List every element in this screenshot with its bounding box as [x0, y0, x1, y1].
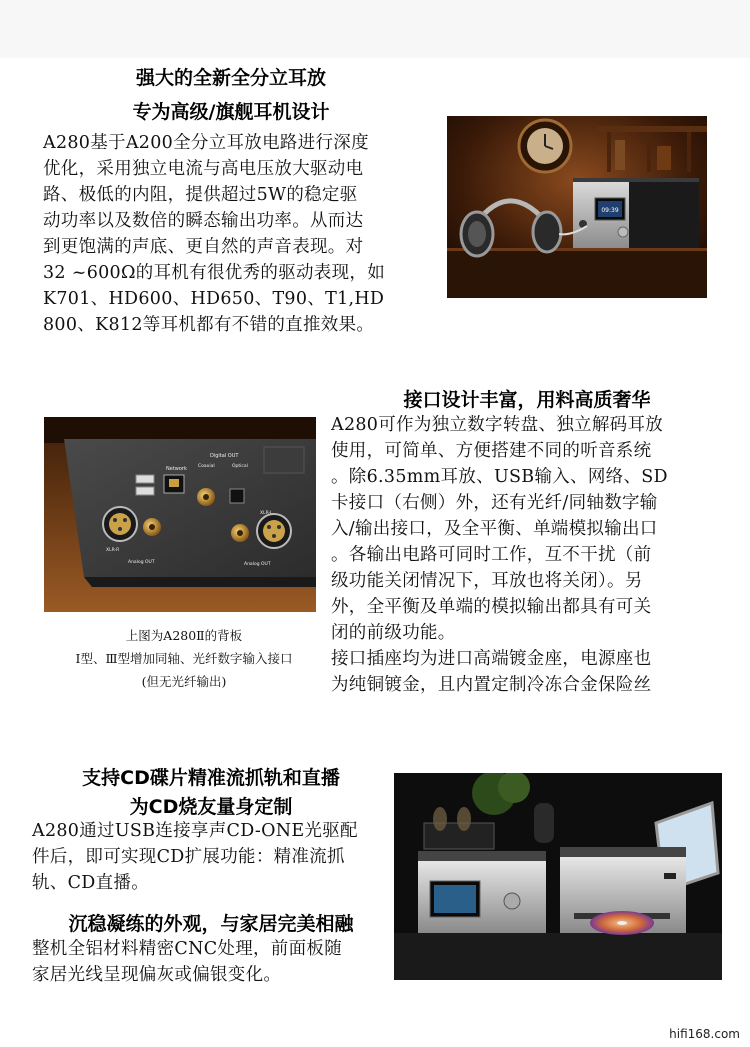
rear-panel-caption — [44, 624, 324, 693]
text-line: 闭的前级功能。 — [331, 623, 456, 643]
text-line: 路、极低的内阻，提供超过5W的稳定驱 — [43, 185, 358, 205]
text-line: 动功率以及数倍的瞬态输出功率。从而达 — [43, 211, 364, 231]
xlr-r-label: XLR-R — [106, 548, 120, 553]
text-line: 卡接口（右侧）外，还有光纤/同轴数字输 — [331, 493, 658, 513]
text-line: 家居光线呈现偏灰或偏银变化。 — [32, 965, 282, 985]
top-band — [0, 0, 750, 58]
section2-title: 接口设计丰富，用料高质奢华 — [403, 389, 651, 411]
text-line: 入/输出接口，及全平衡、单端模拟输出口 — [331, 519, 658, 539]
product-photo-headphones — [447, 116, 707, 298]
text-line: A280可作为独立数字转盘、独立解码耳放 — [331, 415, 664, 435]
text-line: 到更饱满的声底、更自然的声音表现。对 — [43, 237, 364, 257]
text-line: 800、K812等耳机都有不错的直推效果。 — [43, 315, 375, 335]
product-photo-cd-system — [394, 773, 722, 980]
text-line: 件后，即可实现CD扩展功能：精准流抓 — [32, 847, 345, 867]
digital-out-label: Digital OUT — [210, 453, 239, 459]
section4-body — [32, 936, 392, 988]
coaxial-label: Coaxial — [198, 464, 215, 469]
text-line: K701、HD600、HD650、T90、T1,HD — [43, 289, 385, 309]
text-line: 使用，可简单、方便搭建不同的听音系统 — [331, 441, 652, 461]
text-line: 。各输出电路可同时工作，互不干扰（前 — [331, 545, 652, 565]
caption-line: (但无光纤输出) — [141, 674, 227, 689]
watermark: hifi168.com — [669, 1027, 740, 1041]
text-line: 优化，采用独立电流与高电压放大驱动电 — [43, 159, 364, 179]
text-line: 。除6.35mm耳放、USB输入、网络、SD — [331, 467, 668, 487]
section1-body — [43, 130, 438, 338]
text-line: 32 ~600Ω的耳机有很优秀的驱动表现，如 — [43, 263, 386, 283]
text-line: 为纯铜镀金，且内置定制冷冻合金保险丝 — [331, 675, 652, 695]
text-line: A280通过USB连接享声CD-ONE光驱配 — [32, 821, 358, 841]
amp-screen-time: 09:39 — [601, 207, 619, 214]
section1-title-line1: 强大的全新全分立耳放 — [135, 67, 326, 89]
text-line: 轨、CD直播。 — [32, 873, 150, 893]
optical-label: Optical — [232, 464, 248, 469]
section2-body — [331, 412, 746, 698]
xlr-l-label: XLR-L — [260, 511, 273, 516]
section3-body — [32, 818, 392, 896]
section4-title: 沉稳凝练的外观，与家居完美相融 — [68, 913, 354, 935]
section1-title-line2: 专为高级/旗舰耳机设计 — [132, 101, 330, 123]
section3-title-line2: 为CD烧友量身定制 — [129, 796, 293, 818]
caption-line: Ⅰ型、Ⅲ型增加同轴、光纤数字输入接口 — [75, 651, 293, 666]
text-line: 级功能关闭情况下，耳放也将关闭）。另 — [331, 571, 643, 591]
network-label: Network — [166, 466, 187, 472]
text-line: 接口插座均为进口高端镀金座，电源座也 — [331, 649, 652, 669]
section3-title-line1: 支持CD碟片精准流抓轨和直播 — [82, 767, 340, 789]
rear-panel-photo — [44, 417, 316, 612]
text-line: 整机全铝材料精密CNC处理，前面板随 — [32, 939, 342, 959]
analog-out-label-left: Analog OUT — [128, 560, 155, 565]
text-line: A280基于A200全分立耳放电路进行深度 — [43, 133, 369, 153]
analog-out-label-right: Analog OUT — [244, 562, 271, 567]
caption-line: 上图为A280Ⅱ的背板 — [125, 628, 243, 643]
text-line: 外，全平衡及单端的模拟输出都具有可关 — [331, 597, 652, 617]
